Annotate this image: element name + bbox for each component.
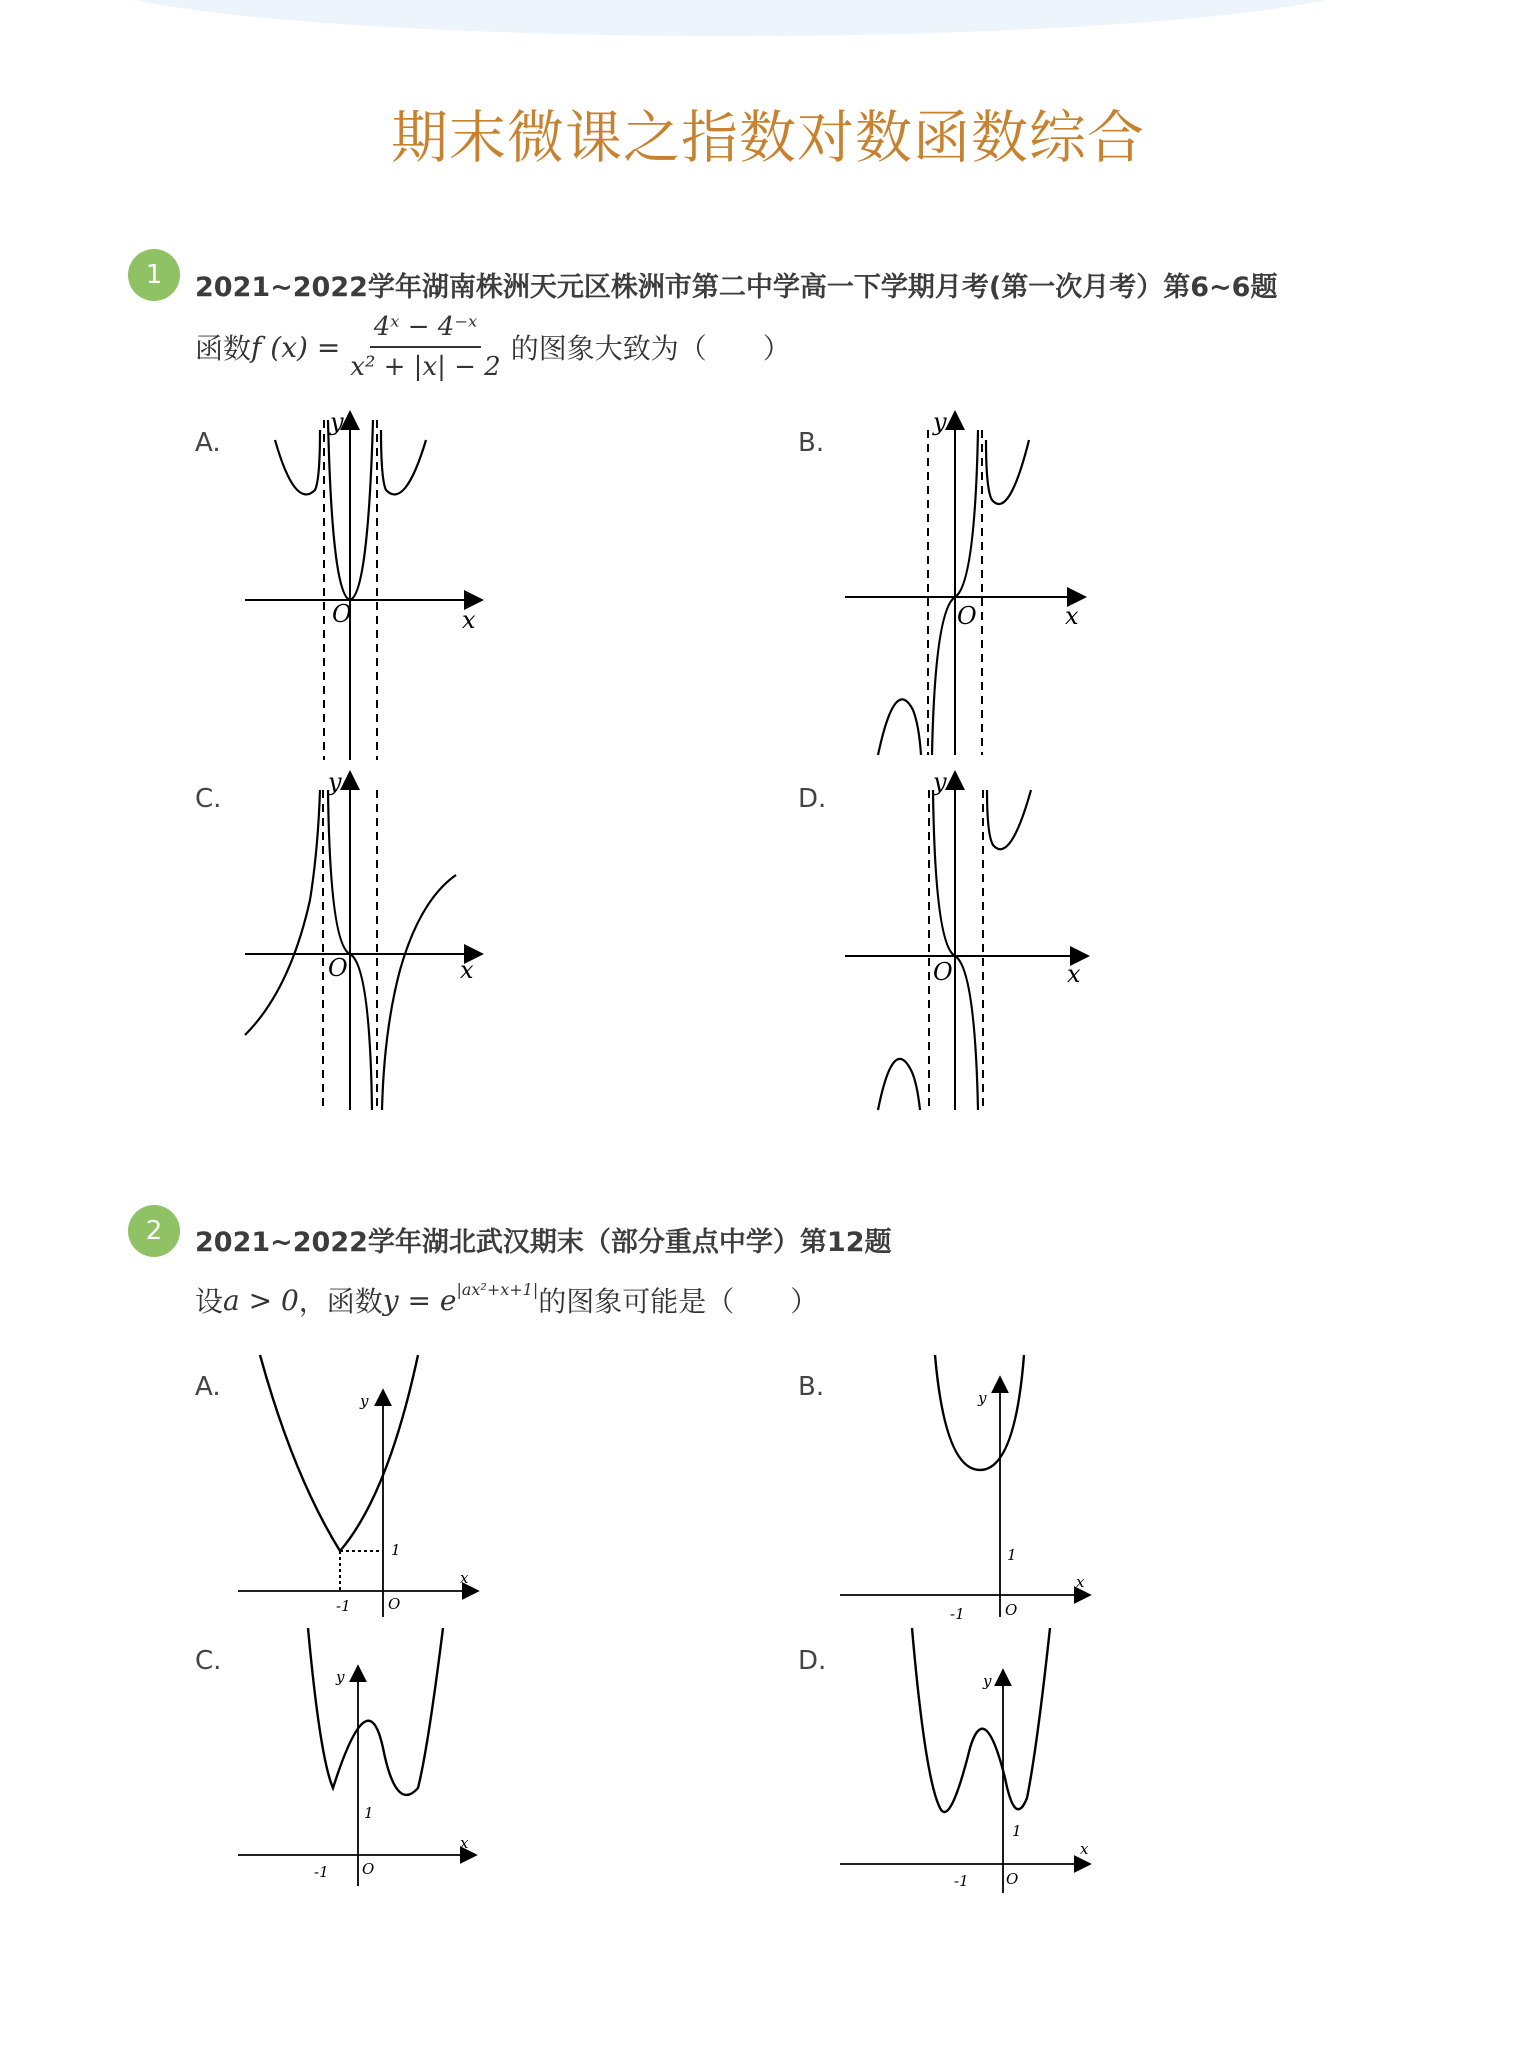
- curve-left: [878, 699, 921, 755]
- origin-label: O: [362, 1860, 375, 1878]
- x-axis-label: x: [1076, 1573, 1085, 1591]
- stem-suffix: 的图象大致为（ ）: [510, 332, 791, 365]
- origin-label: O: [332, 600, 352, 628]
- origin-label: O: [388, 1595, 401, 1613]
- fraction-denominator: x² + |x| − 2: [350, 352, 501, 382]
- curve-left: [275, 430, 320, 494]
- stem-function: f (x) =: [251, 330, 341, 364]
- tick-one: 1: [1012, 1822, 1022, 1840]
- x-axis-label: x: [462, 606, 476, 634]
- question-source: 2021~2022学年湖南株洲天元区株洲市第二中学高一下学期月考(第一次月考）第6~6题: [195, 272, 1278, 303]
- option-label-a: A.: [195, 428, 221, 458]
- origin-label: O: [957, 602, 977, 630]
- question-number-badge: 1: [128, 249, 180, 301]
- tick-neg-one: -1: [950, 1605, 965, 1623]
- y-axis-label: y: [360, 1392, 369, 1410]
- option-label-d: D.: [798, 784, 827, 814]
- stem-mid: ，函数: [298, 1285, 383, 1318]
- q1-graph-d: [845, 770, 1095, 1115]
- question-source: 2021~2022学年湖北武汉期末（部分重点中学）第12题: [195, 1227, 892, 1258]
- option-label-c: C.: [195, 1646, 222, 1676]
- y-axis-label: y: [933, 768, 947, 796]
- option-label-d: D.: [798, 1646, 827, 1676]
- q1-graph-a: [240, 410, 490, 760]
- curve-right: [381, 430, 426, 494]
- q1-graph-c: [240, 770, 490, 1115]
- q2-graph-b: [840, 1355, 1100, 1623]
- stem-exponent: |ax²+x+1|: [456, 1280, 539, 1299]
- curve-left: [878, 1059, 920, 1110]
- question-stem: [195, 1280, 818, 1320]
- question-stem: [195, 312, 791, 382]
- question-number-badge: 2: [128, 1205, 180, 1257]
- curve-right: [986, 440, 1029, 504]
- x-axis-label: x: [460, 956, 474, 984]
- x-axis-label: x: [1080, 1840, 1089, 1858]
- y-axis-label: y: [336, 1668, 345, 1686]
- tick-one: 1: [364, 1804, 374, 1822]
- origin-label: O: [328, 954, 348, 982]
- stem-condition: a > 0: [223, 1283, 299, 1317]
- tick-neg-one: -1: [314, 1863, 329, 1881]
- curve: [308, 1628, 443, 1795]
- stem-suffix: 的图象可能是（ ）: [538, 1285, 819, 1318]
- tick-neg-one: -1: [336, 1597, 351, 1615]
- fraction-numerator: 4ˣ − 4⁻ˣ: [370, 312, 482, 348]
- tick-one: 1: [391, 1541, 401, 1559]
- option-label-a: A.: [195, 1372, 221, 1402]
- stem-prefix: 函数: [195, 332, 252, 365]
- x-axis-label: x: [460, 1834, 469, 1852]
- curve-right: [987, 790, 1031, 849]
- tick-one: 1: [1007, 1546, 1017, 1564]
- y-axis-label: y: [330, 408, 344, 436]
- stem-function: y = e: [382, 1283, 457, 1317]
- x-axis-label: x: [1065, 602, 1079, 630]
- curve: [912, 1628, 1050, 1812]
- x-axis-label: x: [1067, 960, 1081, 988]
- y-axis-label: y: [978, 1389, 987, 1407]
- y-axis-label: y: [933, 408, 947, 436]
- q2-graph-c: [238, 1628, 488, 1890]
- y-axis-label: y: [328, 768, 342, 796]
- curve: [935, 1355, 1024, 1470]
- option-label-c: C.: [195, 784, 222, 814]
- q2-graph-d: [840, 1628, 1100, 1898]
- page-title: 期末微课之指数对数函数综合: [391, 105, 1145, 171]
- curve: [260, 1355, 418, 1551]
- stem-prefix: 设: [195, 1285, 224, 1318]
- y-axis-label: y: [983, 1672, 992, 1690]
- option-label-b: B.: [798, 1372, 825, 1402]
- origin-label: O: [933, 958, 953, 986]
- origin-label: O: [1006, 1870, 1019, 1888]
- q1-graph-b: [845, 410, 1095, 760]
- curve-right: [382, 875, 456, 1110]
- q2-graph-a: [238, 1355, 488, 1620]
- stem-fraction: [346, 312, 504, 382]
- option-label-b: B.: [798, 428, 825, 458]
- top-decoration: [80, 0, 1380, 36]
- x-axis-label: x: [460, 1569, 469, 1587]
- origin-label: O: [1005, 1601, 1018, 1619]
- curve-left: [245, 790, 320, 1035]
- tick-neg-one: -1: [954, 1872, 969, 1890]
